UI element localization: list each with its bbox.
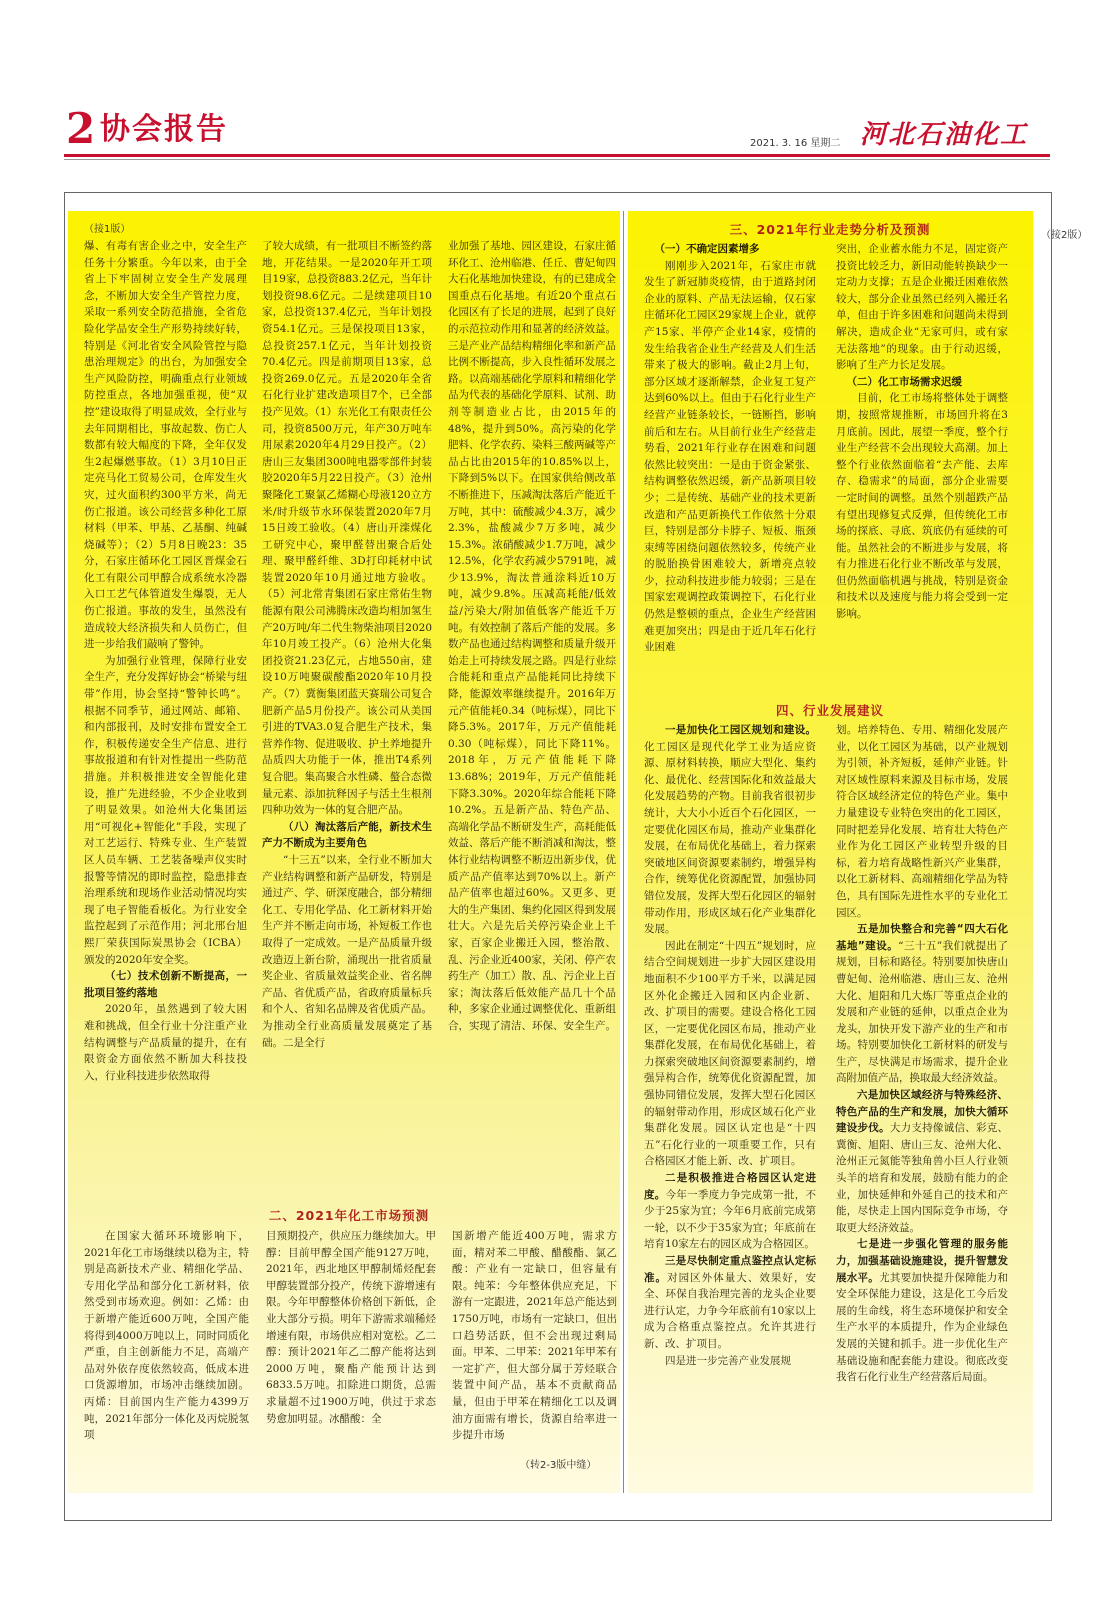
- paragraph: 目前，化工市场将整体处于调整期，按照常规推断，市场回升将在3月底前。因此，展望一季度，整个行业生产经营不会出现较大高潮。加上整个行业依然面临着“去产能、去库存、稳需求”的局面，部分企业需要一定时间的调整。虽然个别超跌产品有望出现修复式反弹，但传统化工市场的探底、寻底、筑底仍有延续的可能。虽然社会的不断进步与发展，将有力推进石化行业不断改革与发展，但仍然面临机遇与挑战，特别是资金和技术以及速度与能力将会受到一定影响。: [836, 392, 1008, 621]
- market-column-3: [452, 1228, 617, 1450]
- subheading: 三是尽快制定重点鉴控点认定标准。: [644, 1255, 816, 1284]
- subheading: （七）技术创新不断提高，一批项目签约落地: [84, 970, 247, 999]
- paragraph: 尤其要加快提升保障能力和安全环保能力建设，这是化工今后发展的生命线，将生态环境保护和安全生产水平的本质提升，作为企业绿色发展的关键和抓手。进一步优化生产基础设施和配套能力建设。彻底改变我省石化行业生产经营落后局面。: [836, 1271, 1008, 1384]
- section-title: 协会报告: [100, 112, 228, 147]
- trend-column-2: [836, 241, 1008, 693]
- paragraph: 2020年，虽然遇到了较大困难和挑战，但全行业十分注重产业结构调整与产品质量的提升，在有限资金方面依然不断加大科技投入，行业科技进步依然取得: [84, 1003, 247, 1082]
- paragraph: 划。培养特色、专用、精细化发展产业，以化工园区为基础，以产业规划为引领，补齐短板，延伸产业链。针对区域性原料来源及目标市场，发展符合区域经济定位的特色产业。集中力量建设专业特色突出的化工园区，同时把差异化发展、培育壮大特色产业作为化工园区产业转型升级的目标，着力培育战略性新兴产业集群，以化工新材料、高端精细化学品为特色，具有国际先进性水平的专业化工园区。: [836, 724, 1008, 919]
- paragraph: 国新增产能近400万吨，需求方面，精对苯二甲酸、醋酸酯、氯乙酸：产业有一定缺口，但容量有限。纯苯：今年整体供应充足，下游有一定跟进，2021年总产能达到1750万吨，市场有一定缺口，但出口趋势活跃，但不会出现过剩局面。甲苯、二甲苯：2021年甲苯有一定扩产，但大部分属于芳烃联合装置中间产品，基本不贡献商品量，但由于甲苯在精细化工以及调油方面需有增长，货源自给率进一步提升市场: [452, 1230, 617, 1442]
- masthead-rule: [64, 154, 1050, 157]
- newspaper-logo: 河北石油化工: [860, 120, 1029, 150]
- paragraph: “三十五”我们就提出了规划，目标和路径。特别要加快唐山曹妃甸、沧州临港、唐山三友、沧州大化、旭阳和几大炼厂等重点企业的发展和产业链的延伸，以重点企业为龙头，加快开发下游产业的生产和市场。特别要加快化工新材料的研发与生产，尽快满足市场需求，提升企业高附加值产品，换取最大经济效益。: [836, 939, 1008, 1085]
- market-column-2: [266, 1228, 436, 1468]
- section-heading-trend-analysis: 三、2021年行业走势分析及预测: [729, 222, 931, 237]
- subheading: （一）不确定因素增多: [654, 243, 760, 255]
- paragraph: 化工园区是现代化学工业为适应资源、原材料转换，顺应大型化、集约化、最优化、经营国际化和效益最大化发展趋势的产物。目前我省很初步统计，大大小小近百个石化园区，一定要优化园区布局，推动产业集群化发展，在布局优化基础上，着力探索突破地区间资源要素制约，增强异构合作，统筹优化资源配置，加强协同错位发展，发挥大型石化园区的辐射带动作用，形成区域石化产业集群化发展。: [644, 740, 816, 936]
- paragraph: 爆、有毒有害企业之中，安全生产任务十分繁重。今年以来，由于全省上下牢固树立安全生产发展理念，不断加大安全生产管控力度，采取一系列安全防范措施，全省危险化学品安全生产形势持续好转，特别是《河北省安全风险管控与隐患治理规定》的出台，为加强安全生产风险防控，明确重点行业领域防控重点，各地加强重视，使“双控”建设取得了明显成效，全行业与去年同期相比，事故起数、伤亡人数都有较大幅度的下降，全年仅发生2起爆燃事故。（1）3月10日正定亮马化工贸易公司，仓库发生火灾，过火面积约300平方米，尚无伤亡报道。该公司经营多种化工原材料（甲苯、甲基、乙基酮、纯碱烧碱等）；（2）5月8日晚23：35分，石家庄循环化工园区晋煤金石化工有限公司甲醇合成系统水冷器入口工艺气体管道发生爆裂，无人伤亡报道。事故的发生，虽然没有造成较大经济损失和人员伤亡，但进一步给我们敲响了警钟。: [84, 240, 247, 651]
- paragraph: 在国家大循环环境影响下，2021年化工市场继续以稳为主，特别是高新技术产业、精细化学品、专用化学品和部分化工新材料，依然受到市场欢迎。例如：乙烯：由于新增产能近600万吨，全国产能将得到4000万吨以上，同时同质化严重，自主创新能力不足，高端产品对外依存度依然较高，低成本进口货源增加，市场冲击继续加剧。丙烯：目前国内生产能力4399万吨，2021年部分一体化及丙烷脱氢项: [84, 1230, 249, 1442]
- paragraph: 业加强了基地、园区建设，石家庄循环化工、沧州临港、任丘、曹妃甸四大石化基地加快建设，有的已建成全国重点石化基地。有近20个重点石化园区有了长足的进展，起到了良好的示范拉动作用和显著的经济效益。三是产业产品结构精细化率和新产品比例不断提高，步入良性循环发展之路。以高端基础化学原料和精细化学品为代表的基础化学原料、试剂、助剂等制造业占比，由2015年的48%，提升到50%。高污染的化学肥料、化学农药、染料三酸两碱等产品占比由2015年的10.85%以上，下降到5%以下。在国家供给侧改革不断推进下，压减淘汰落后产能近千万吨，其中：硫酸减少4.3万，减少2.3%，盐酸减少7万多吨，减少15.3%。浓硝酸减少1.7万吨，减少12.5%，化学农药减少5791吨，减少13.9%，淘汰普通涂料近10万吨，减少9.8%。压减高耗能/低效益/污染大/附加值低客产能近千万吨。有效控制了落后产能的发展。多数产品也通过结构调整和质量升级开始走上可持续发展之路。四是行业综合能耗和重点产品能耗同比持续下降，能源效率继续提升。2016年万元产值能耗0.34（吨标煤），同比下降5.3%。2017年，万元产值能耗0.30（吨标煤），同比下降11%。2018年，万元产值能耗下降13.68%；2019年，万元产值能耗下降3.30%。2020年综合能耗下降10.2%。五是新产品、特色产品、高端化学品不断研发生产，高耗能低效益、落后产能不断消减和淘汰，整体行业结构调整不断迈出新步伐，优质产品产值率达到70%以上。新产品产值率也超过60%。又更多、更大的生产集团、集约化园区得到发展壮大。六是先后关停污染企业上千家，百家企业搬迁入园，整治散、乱、污企业近400家，关闭、停产农药生产（加工）散、乱、污企业上百家；淘汰落后低效能产品几十个品种，多家企业通过调整优化、重新组合，实现了清洁、环保、安全生产。: [448, 240, 616, 1032]
- column-divider: [623, 211, 624, 1493]
- paragraph: 今年一季度力争完成第一批，不少于25家为宜；今年6月底前完成第一轮，以不少于35家为宜；年底前在培育10家左右的园区成为合格园区。: [644, 1188, 816, 1251]
- subheading: 五是加快整合和完善“四大石化基地”建设。: [836, 923, 1008, 952]
- paragraph: 为加强行业管理，保障行业安全生产，充分发挥好协会“桥梁与纽带”作用，协会坚持“警钟长鸣”。根据不同季节，通过网站、邮箱、和内部报刊，及时安排布置安全工作，积极传递安全生产信息、进行事故报道和有针对性提出一些防范措施。并积极推进安全智能化建设，推广先进经验，不少企业收到了明显效果。如沧州大化集团运用“可视化+智能化”手段，实现了对工艺运行、特殊专业、生产装置区人员车辆、工艺装备噪声仪实时报警等情况的即时监控，隐患排查治理系统和现场作业活动情况均实现了电子智能看板化。为行业安全监控起到了示范作用；河北邢台旭熙厂荣获国际炭黑协会（ICBA）颁发的2020年安全奖。: [84, 654, 247, 966]
- paragraph: “十三五”以来，全行业不断加大产业结构调整和新产品研发，特别是通过产、学、研深度融合，部分精细化工、专用化学品、化工新材料开始生产并不断走向市场，补短板工作也取得了一定成效。一是产品质量升级改造迈上新台阶，涌现出一批省质量奖企业、省质量效益奖企业、省名牌产品、省优质产品，省政府质量标兵和个人、省知名品牌及省优质产品。为推动全行业高质量发展奠定了基础。二是全行: [262, 853, 432, 1049]
- paragraph: 了较大成绩，有一批项目不断签约落地，开花结果。一是2020年开工项目19家，总投资883.2亿元，当年计划投资98.6亿元。二是续建项目10家，总投资137.4亿元，当年计划投资54.1亿元。三是保投项目13家，总投资257.1亿元，当年计划投资70.4亿元。四是前期项目13家，总投资269.0亿元。五是2020年全省石化行业扩建改造项目7个，已全部投产见效。（1）东光化工有限责任公司，投资8500万元，年产30万吨车用尿素2020年4月29日投产。（2）唐山三友集团300吨电器零部件封装胶2020年5月22日投产。（3）沧州聚隆化工聚氯乙烯糊心母液120立方米/时升级节水环保装置2020年7月15日竣工验收。（4）唐山开滦煤化工研究中心，聚甲醛替出聚合后处理、聚甲醛纤维、3D打印耗材中试装置2020年10月通过地方验收。（5）河北常青集团石家庄常佑生物能源有限公司沸腾床改造均相加氢生产20万吨/年二代生物柴油项目2020年10月竣工投产。（6）沧州大化集团投资21.23亿元，占地550亩，建设10万吨聚碳酸酯2020年10月投产。（7）冀衡集团蓝天赛瑞公司复合肥新产品5月份投产。该公司从美国引进的TVA3.0复合肥生产技术，集营养作物、促进吸收、护土养地提升品质四大功能于一体，推出T4系列复合肥。集高聚合水性磷、螯合态微量元素、添加抗释因子与活土生根剂四种功效为一体的复合肥产品。: [262, 240, 432, 817]
- issue-date: 2021. 3. 16 星期二: [750, 138, 841, 149]
- suggestion-column-1: [644, 722, 816, 1482]
- article-column-2: [262, 238, 432, 1174]
- masthead-rule-thin: [64, 159, 1050, 160]
- paragraph: 突出，企业蓄水能力不足，固定资产投资比较乏力，新旧动能转换缺少一定动力支撑；五是企业搬迁困难依然较大，部分企业虽然已经列入搬迁名单，但由于许多困难和问题尚未得到解决，造成企业“无家可归，或有家无法落地”的现象。由于行动迟缓，影响了生产力长足发展。: [836, 243, 1008, 372]
- subheading: 一是加快化工园区规划和建设。: [665, 724, 816, 736]
- article-column-1: [84, 238, 247, 1174]
- subheading: 二是积极推进合格园区认定进度。: [644, 1172, 816, 1201]
- continued-to-label: （接2版）: [1041, 230, 1088, 241]
- continued-from-label: （接1版）: [84, 224, 131, 235]
- suggestion-column-2: [836, 722, 1008, 1482]
- market-column-1: [84, 1228, 249, 1468]
- paragraph: 大力支持像诚信、彩克、冀衡、旭阳、唐山三友、沧州大化、沧州正元氮能等独角兽小巨人行业领头羊的培育和发展，鼓励有能力的企业，加快延伸和外延自己的技术和产能，尽快走上国内国际竞争市场，夺取更大经济效益。: [836, 1122, 1008, 1234]
- section-heading-suggestions: 四、行业发展建议: [775, 703, 884, 718]
- section-heading-market-forecast: 二、2021年化工市场预测: [268, 1208, 430, 1223]
- masthead: [60, 104, 1050, 156]
- paragraph: 刚刚步入2021年，石家庄市就发生了新冠肺炎疫情，由于道路封闭企业的原料、产品无法运输，仅石家庄循环化工园区29家规上企业，就停产15家、半停产企业14家，疫情的发生给我省企业生产经营及人们生活带来了极大的影响。截止2月上旬，部分区域才逐渐解禁，企业复工复产达到60%以上。但由于石化行业生产经营产业链条较长，一链断挡，影响前后和左右。从目前行业生产经营走势看，2021年行业存在困难和问题依然比较突出：一是由于资金紧张、结构调整依然迟缓，新产品新项目较少；二是传统、基础产业的技术更新改造和产品更新换代工作依然十分艰巨，特别是部分卡脖子、短板、瓶颈束缚等困绕问题依然较多，传统产业的脱胎换骨困难较大，新增亮点较少，拉动科技进步能力较弱；三是在国家宏观调控政策调控下，石化行业仍然是整顿的重点，企业生产经营困难更加突出；四是由于近几年石化行业困难: [644, 259, 816, 654]
- subheading: （八）淘汰落后产能，新技术生产力不断成为主要角色: [262, 820, 432, 850]
- jump-line: （转2-3版中缝）: [520, 1460, 597, 1471]
- subheading: （二）化工市场需求迟缓: [846, 375, 962, 388]
- article-column-3: [448, 238, 616, 1174]
- trend-column-1: [644, 241, 816, 693]
- paragraph: 四是进一步完善产业发展规: [665, 1354, 791, 1367]
- paragraph: 目预期投产，供应压力继续加大。甲醇：目前甲醇全国产能9127万吨，2021年，西北地区甲醇制烯烃配套甲醇装置部分投产，传统下游增速有限。今年甲醇整体价格创下新低，企业大部分亏损。明年下游需求端稀烃增速有限，市场供应相对宽松。乙二醇：预计2021年乙二醇产能将达到2000万吨，聚酯产能预计达到6833.5万吨。扣除进口期货，总需求量超不过1900万吨，供过于求态势愈加明显。冰醋酸：全: [266, 1230, 436, 1425]
- paragraph: 因此在制定“十四五”规划时，应结合空间规划进一步扩大园区建设用地面积不少100平方千米，以满足园区外化企搬迁入园和区内企业新、改、扩项目的需要。建设合格化工园区，一定要优化园区布局，推动产业集群化发展，在布局优化基础上，着力探索突破地区间资源要素制约，增强异构合作，统筹优化资源配置，加强协同错位发展，发挥大型石化园区的辐射带动作用，形成区域石化产业集群化发展。园区认定也是“十四五”石化行业的一项重要工作，只有合格园区才能上新、改、扩项目。: [644, 939, 816, 1168]
- page-number: 2: [66, 104, 96, 153]
- paragraph: 对园区外体量大、效果好，安全、环保自我治理完善的龙头企业要进行认定，力争今年底前有10家以上成为合格重点鉴控点。允许其进行新、改、扩项目。: [644, 1271, 816, 1350]
- subheading: 七是进一步强化管理的服务能力，加强基础设施建设，提升智慧发展水平。: [836, 1238, 1008, 1284]
- subheading: 六是加快区域经济与特殊经济、特色产品的生产和发展，加快大循环建设步伐。: [836, 1089, 1008, 1135]
